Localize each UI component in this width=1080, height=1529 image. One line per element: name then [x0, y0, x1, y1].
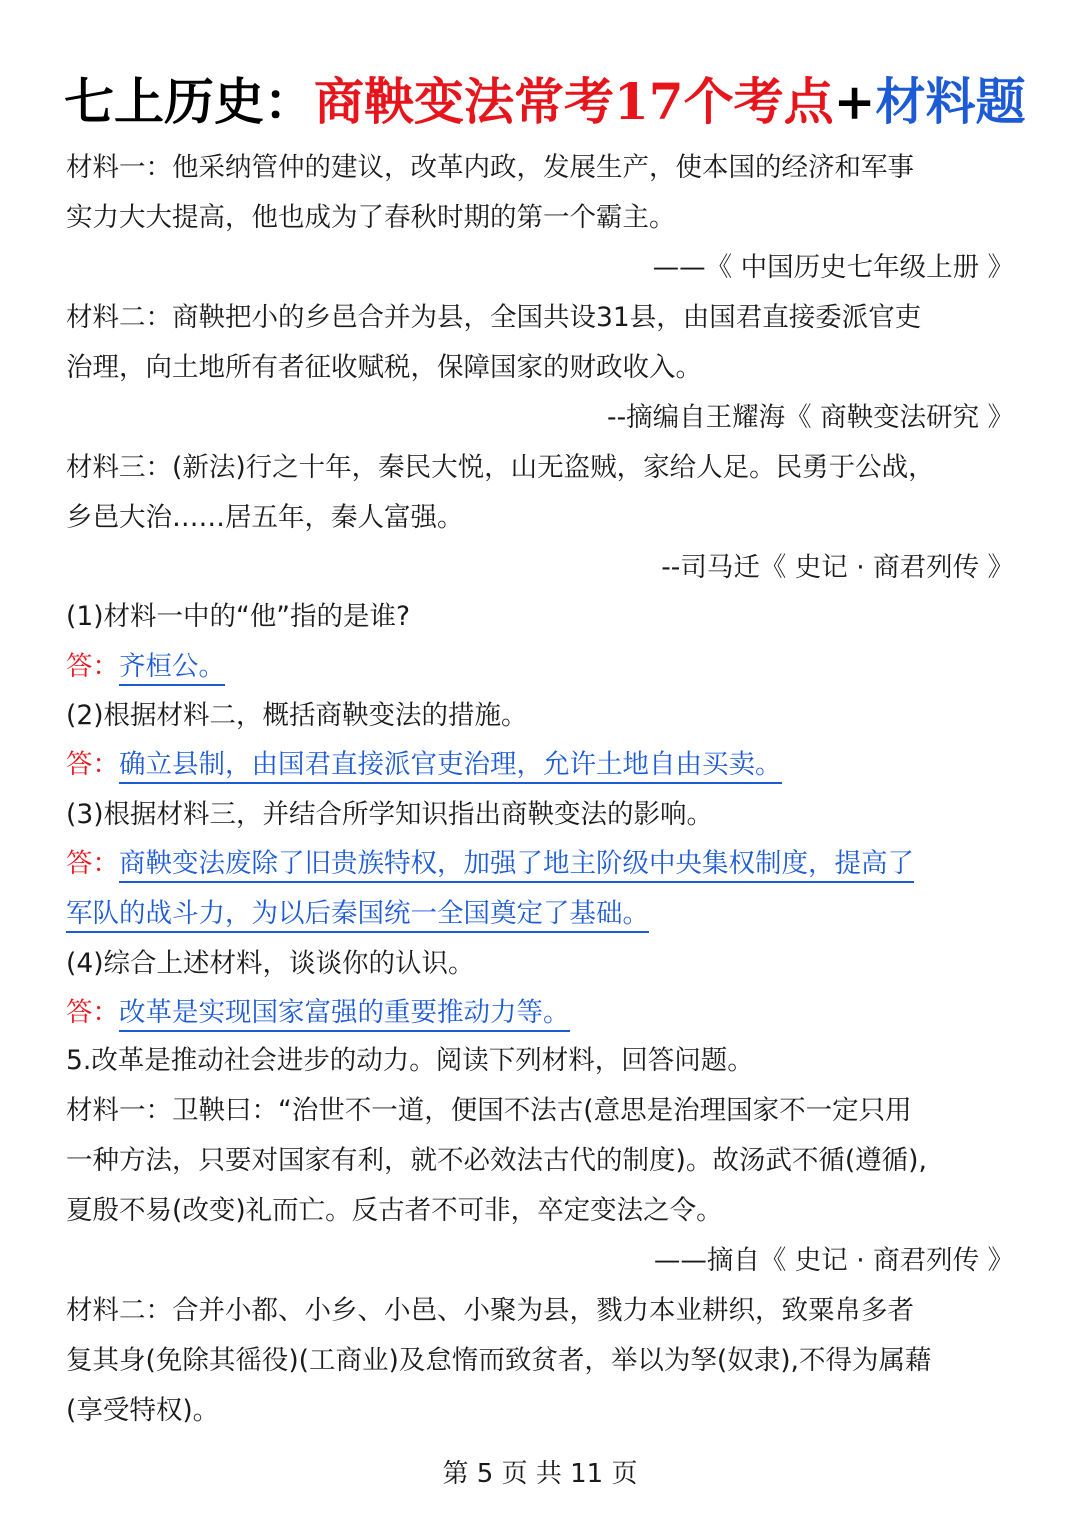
- material-2-text: 材料二：商鞅把小的乡邑合并为县，全国共设31县，由国君直接委派官吏: [66, 302, 922, 333]
- answer-3-continued: [66, 889, 1014, 939]
- title-plus: +: [833, 72, 876, 131]
- answer-label: 答：: [66, 997, 119, 1028]
- answer-4: [66, 988, 1014, 1038]
- answer-3: [66, 839, 1014, 889]
- answer-label: 答：: [66, 651, 119, 682]
- q5-material-2-text: (享受特权)。: [66, 1395, 220, 1426]
- answer-text: 军队的战斗力，为以后秦国统一全国奠定了基础。: [66, 898, 649, 933]
- question-5-intro: 5.改革是推动社会进步的动力。阅读下列材料，回答问题。: [66, 1045, 754, 1076]
- material-1-text: 实力大大提高，他也成为了春秋时期的第一个霸主。: [66, 202, 676, 233]
- question-4: (4)综合上述材料，谈谈你的认识。: [66, 948, 475, 979]
- title-topic: 商鞅变法常考17个考点: [314, 72, 834, 131]
- q5-material-2-text: 复其身(免除其徭役)(工商业)及怠惰而致贫者，举以为孥(奴隶),不得为属藉: [66, 1345, 932, 1376]
- answer-text: 商鞅变法废除了旧贵族特权，加强了地主阶级中央集权制度，提高了: [119, 848, 914, 883]
- q5-material-2-text: 材料二：合并小都、小乡、小邑、小聚为县，戮力本业耕织，致粟帛多者: [66, 1295, 914, 1326]
- answer-text: 确立县制，由国君直接派官吏治理，允许土地自由买卖。: [119, 749, 782, 784]
- material-2-text: 治理，向土地所有者征收赋税，保障国家的财政收入。: [66, 352, 702, 383]
- q5-material-1-source: ——摘自《 史记 · 商君列传 》: [653, 1245, 1014, 1276]
- q5-material-1-text: 一种方法，只要对国家有利，就不必效法古代的制度)。故汤武不循(遵循),: [66, 1145, 927, 1176]
- page-title: [64, 70, 1024, 134]
- answer-label: 答：: [66, 749, 119, 780]
- answer-text: 改革是实现国家富强的重要推动力等。: [119, 997, 570, 1032]
- answer-1: [66, 642, 1014, 692]
- question-3: (3)根据材料三，并结合所学知识指出商鞅变法的影响。: [66, 799, 714, 830]
- material-3-text: 材料三：(新法)行之十年，秦民大悦，山无盗贼，家给人足。民勇于公战，: [66, 452, 935, 483]
- question-2: (2)根据材料二，概括商鞅变法的措施。: [66, 700, 528, 731]
- material-3-text: 乡邑大治……居五年，秦人富强。: [66, 502, 464, 533]
- title-material: 材料题: [875, 72, 1026, 131]
- material-3-source: --司马迁《 史记 · 商君列传 》: [661, 552, 1014, 583]
- title-subject: 七上历史：: [64, 72, 314, 131]
- material-2-source: --摘编自王耀海《 商鞅变法研究 》: [607, 402, 1014, 433]
- material-1-source: ——《 中国历史七年级上册 》: [652, 252, 1014, 283]
- answer-2: [66, 740, 1014, 790]
- material-1-text: 材料一：他采纳管仲的建议，改革内政，发展生产，使本国的经济和军事: [66, 152, 914, 183]
- page-number: 第 5 页 共 11 页: [442, 1459, 638, 1489]
- q5-material-1-text: 夏殷不易(改变)礼而亡。反古者不可非，卒定变法之令。: [66, 1195, 723, 1226]
- answer-label: 答：: [66, 848, 119, 879]
- q5-material-1-text: 材料一：卫鞅曰：“治世不一道，便国不法古(意思是治理国家不一定只用: [66, 1095, 912, 1126]
- answer-text: 齐桓公。: [119, 651, 225, 686]
- question-1: (1)材料一中的“他”指的是谁?: [66, 601, 411, 632]
